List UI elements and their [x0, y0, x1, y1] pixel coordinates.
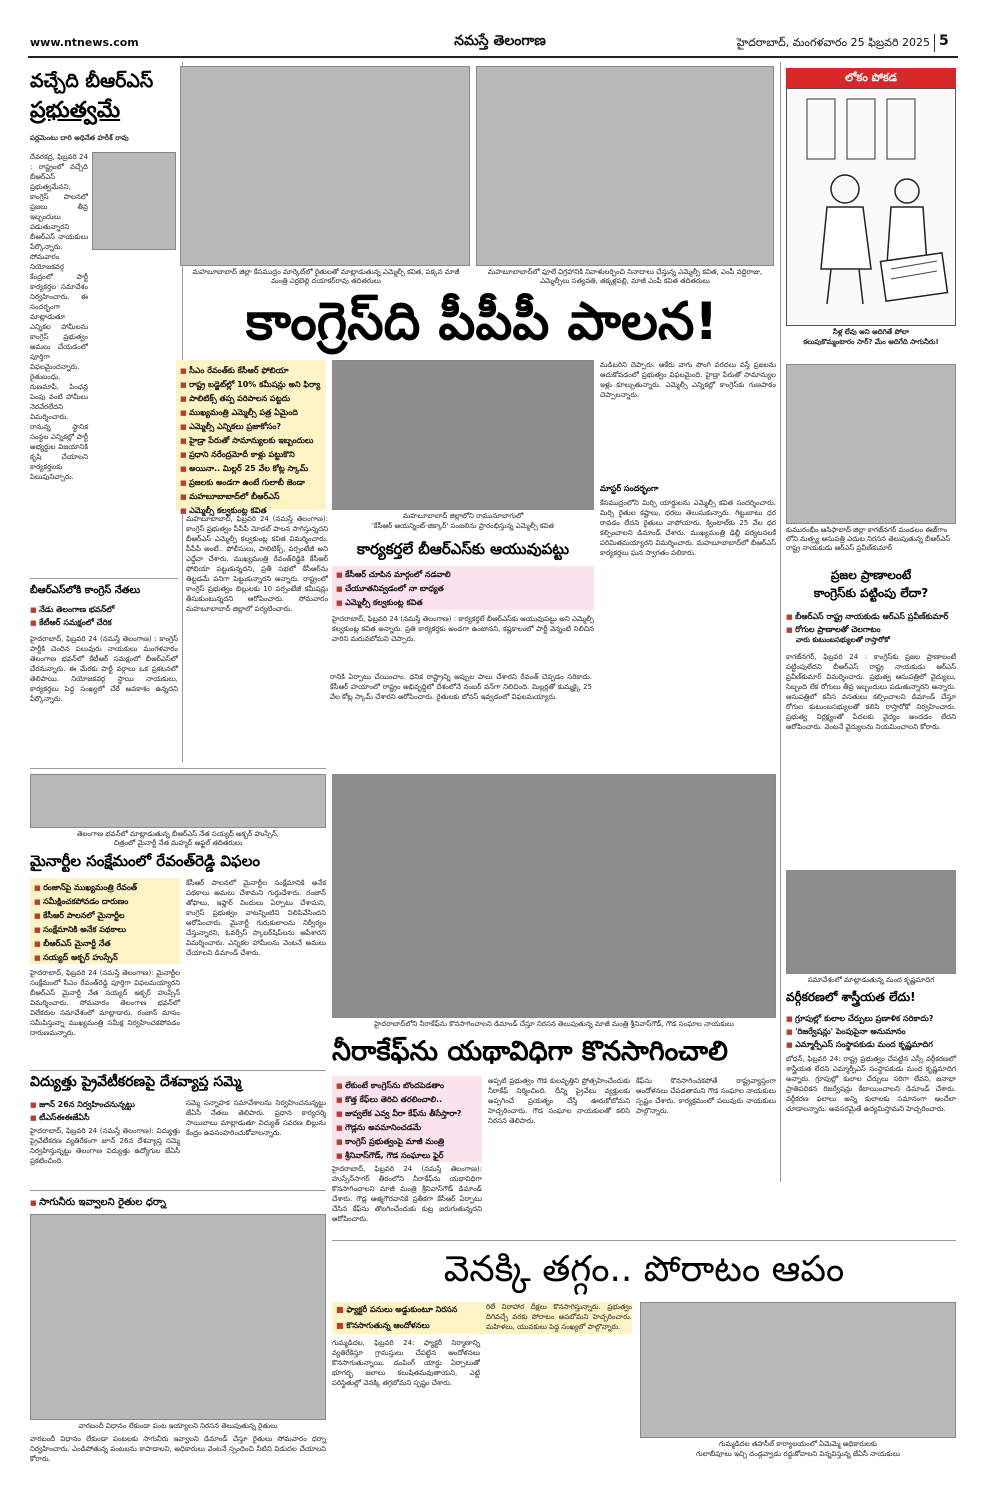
right-story-2-bullet-2: ■ 'రిజర్వేషన్లు' పెంపుపైనా అనుమానం	[786, 1025, 956, 1038]
dharna-rule	[30, 1190, 326, 1191]
left-top-portrait	[92, 152, 176, 250]
minority-bullet: ■ సంక్షేమానికి అనేక పథకాలు	[34, 923, 176, 937]
neera-body-1: హైదరాబాద్‌, ఫిబ్రవరి 24 (నమస్తే తెలంగాణ): హుస్సేన్‌సాగర్‌ తీరంలోని నీరాకేఫ్‌ను యథావిధిగా కొనసాగించాలని మాజీ మంత్రి శ్రీనివాస్‌గౌడ్‌ డిమాండ్‌ చేశారు. గౌడ్ల ఆత్మగౌరవానికి ప్రతీకగా కేసీఆర్‌ ఏర్పాటు చేసిన కేఫ్‌ను తొలగించేందుకు కుట్ర జరుగుతున్నదని ఆరోపించారు.	[332, 1165, 482, 1223]
minority-body-1: హైదరాబాద్‌, ఫిబ్రవరి 24 (నమస్తే తెలంగాణ): మైనార్టీల సంక్షేమంలో సీఎం రేవంత్‌రెడ్డి పూర్తిగా విఫలమయ్యారని బీఆర్‌ఎస్‌ మైనార్టీ నేత సయ్యద్‌ అక్బర్‌ హుస్సేన్‌ విమర్శించారు. సోమవారం తెలంగాణ భవన్‌లో విలేకరుల సమావేశంలో మాట్లాడారు. రంజాన్‌ మాసం సమీపిస్తున్నా ముఖ్యమంత్రి సమీక్ష నిర్వహించకపోవడం దారుణమన్నారు.	[30, 969, 180, 1037]
neera-body-2: అప్పటి ప్రభుత్వం గౌడ కులవృత్తిని ప్రోత్సహించేందుకు నీరాకేఫ్‌ నిర్మించింది. దీన్ని ప్రైవేటు వ్యక్తులకు అప్పగించే ప్రయత్నం చేస్తే ఊరుకోబోమని హెచ్చరించారు. గౌడ సంఘాల నాయకులతో కలిసి నిరసన తెలిపారు.	[488, 1077, 630, 1125]
right-story-2-body: బోధన్‌, ఫిబ్రవరి 24: రాష్ట్ర ప్రభుత్వం చేపట్టిన ఎస్సీ వర్గీకరణలో శాస్త్రీయత లేదని ఎమ్మార్పీఎస్‌ సంస్థాపకుడు మంద కృష్ణమాదిగ అన్నారు. గ్రూపుల్లో కులాల చేర్పులు సరిగా లేవని, జనాభా ప్రాతిపదికన రిజర్వేషన్లు కేటాయించాలని డిమాండ్‌ చేశారు. వర్గీకరణ ఫలాలు అన్ని కులాలకు సమానంగా అందేలా చూడాలన్నారు. అవసరమైతే ఉద్యమిస్తామని హెచ్చరించారు.	[786, 1055, 956, 1113]
right-photo-2-caption: సమావేశంలో మాట్లాడుతున్న మంద కృష్ణమాదిగ	[807, 976, 935, 984]
main-body-right: మడిబరిని చెప్పారు. ఆకేరు వాగు పొంగి వరదలు వస్తే ప్రజలను ఆదుకోవడంలో ప్రభుత్వం విఫలమైంది. హైడ్రా పేరుతో సామాన్యుల ఇళ్లు కూల్చుతున్నారు. ఎమ్మెల్సీ ఎన్నికల్లో కాంగ్రెస్‌కు గుణపాఠం చెప్పాలన్నారు.	[600, 361, 776, 399]
main-headline: కాంగ్రెస్‌ది పీపీపీ పాలన!	[245, 292, 719, 352]
bottom-bullet-2: ■ కొనసాగుతున్న ఆందోళనలు	[332, 1318, 632, 1334]
bottom-bullet-1: ■ ఫ్యాక్టరీ పనులు అడ్డుకుంటూ నిరసన	[332, 1302, 632, 1318]
neera-bullet: ■ లేకుంటే కాంగ్రెస్‌ను బొందపెడతాం	[336, 1079, 478, 1093]
main-sub-label: మాస్టర్‌ సందర్భంగా	[600, 484, 659, 493]
neera-bullet: ■ కొత్త కేఫ్‌లు తెరిచి తరలించాలి..	[336, 1093, 478, 1107]
main-photo	[332, 360, 594, 510]
power-bullet-1: ■ జూన్‌ 26న నిర్వహించనున్నట్టు	[30, 1098, 180, 1111]
minority-bullet: ■ కేసీఆర్‌ పాలనలో మైనార్టీల	[34, 909, 176, 923]
cartoon-tag: లోకం పోకడ	[786, 68, 956, 88]
dharna-photo	[30, 1214, 326, 1420]
left-mid-bullet-2: ■ కేటీఆర్‌ సమక్షంలో చేరిక	[30, 616, 178, 629]
neera-photo	[332, 774, 776, 1018]
main-bullet: ■ హైడ్రా పేరుతో సామాన్యులకు ఇబ్బందులు	[180, 434, 322, 448]
main-bullet: ■ ముఖ్యమంత్రి ఎమ్మెల్సీ పత్ర ఏమైంది	[180, 406, 322, 420]
main-bullet: ■ ప్రజలకు అండగా ఉంటే గులాబీ జెండా	[180, 476, 322, 490]
power-rule	[30, 1070, 326, 1071]
right-photo-1-caption: కుమురంభీం ఆసిఫాబాద్‌ జిల్లా కాగజ్‌నగర్‌ మండలం ఈజ్‌గాం లోని మత్స్య ఆసుపత్రి ఎదుట నిరసన తెలుపుతున్న బీఆర్‌ఎస్‌ రాష్ట్ర నాయకుడు ఆర్‌ఎస్‌ ప్రవీణ్‌కుమార్‌	[786, 526, 951, 552]
top-photo-1-caption: మహబూబాబాద్‌ జిల్లా కేసముద్రం మార్కెట్‌లో రైతులతో మాట్లాడుతున్న ఎమ్మెల్సీ కవిత, పక్కన మాజీ మంత్రి ఎర్రబెల్లి దయాకర్‌రావు తదితరులు	[192, 268, 460, 285]
power-body-2: సమ్మె సన్నాహక సమావేశాలను నిర్వహించనున్నట్టు జేఏసీ నేతలు తెలిపారు. ప్రధాన కార్యదర్శి సాయిబాబు మాట్లాడుతూ విద్యుత్‌ సవరణ బిల్లును కేంద్రం ఉపసంహరించుకోవాలన్నారు.	[186, 1099, 326, 1137]
top-photo-1	[180, 66, 470, 266]
dharna-headline: ■ సాగునీరు ఇవ్వాలని రైతుల ధర్నా	[30, 1196, 326, 1210]
left-mid-headline: బీఆర్‌ఎస్‌లోకి కాంగ్రెస్‌ నేతలు	[30, 585, 141, 596]
neera-bullet: ■ కాంగ్రెస్‌ ప్రభుత్వంపై మాజీ మంత్రి	[336, 1135, 478, 1149]
minority-photo-caption-2: చిత్రంలో మైనార్టీ నేత మహ్మద్‌ అఫ్జల్‌ తదితరులు	[113, 839, 243, 847]
bottom-body-2: రిలే నిరాహార దీక్షలు కొనసాగిస్తున్నారు. ప్రభుత్వం దిగివచ్చే వరకు పోరాటం ఆపబోమని హెచ్చరించారు. మహిళలు, యువకులు పెద్ద సంఖ్యలో పాల్గొన్నారు.	[486, 1303, 632, 1331]
left-mid-rule	[30, 578, 178, 579]
power-body-1: హైదరాబాద్‌, ఫిబ్రవరి 24 (నమస్తే తెలంగాణ): విద్యుత్తు ప్రైవేటీకరణ వ్యతిరేకంగా జూన్‌ 26న దేశవ్యాప్త సమ్మె నిర్వహిస్తున్నట్టు తెలంగాణ విద్యుత్తు ఉద్యోగుల జేఏసీ ప్రకటించింది.	[30, 1127, 180, 1165]
dharna-body: వారబందీ విధానం లేకుండా పంటలకు సాగునీరు ఇవ్వాలని డిమాండ్‌ చేస్తూ రైతులు సోమవారం ధర్నా నిర్వహించారు. ఎండిపోతున్న పంటలను కాపాడాలని, అధికారులు వెంటనే స్పందించి నీటిని విడుదల చేయాలని కోరారు.	[30, 1435, 326, 1463]
bottom-photo-caption-2: గులాబీపూలు ఇచ్చి దండ్గవ్వాడు రద్దుకోవాలని విన్నవిస్తున్న జేఏసీ నాయకులు	[696, 1450, 900, 1458]
top-photo-2-caption: మహబూబాబాద్‌లో ఫూలే విగ్రహానికి నివాళులర్పించి నినాదాలు చేస్తున్న ఎమ్మెల్సీ కవిత, ఎంపీ వద్దిరాజు, ఎమ్మెల్సీలు సత్యవతి, తక్కళ్లపల్లి, మాజీ ఎంపీ కవిత తదితరులు	[487, 268, 763, 285]
minority-photo-caption-1: తెలంగాణ భవన్‌లో మాట్లాడుతున్న బీఆర్‌ఎస్‌ నేత సయ్యద్‌ అక్బర్‌ హుస్సేన్‌,	[77, 830, 279, 838]
cartoon-drawing	[787, 89, 955, 325]
workers-bullet: ■ కేసీఆర్‌ చూపిన మార్గంలో నడవాలి	[336, 568, 590, 582]
right-photo-1	[786, 364, 956, 524]
dharna-caption: వారబందీ విధానం లేకుండా పంట ఇయ్యాలని నిరసన తెలుపుతున్న రైతులు	[78, 1422, 278, 1430]
workers-body: హైదరాబాద్‌, ఫిబ్రవరి 24 (నమస్తే తెలంగాణ) : కార్యకర్తలే బీఆర్‌ఎస్‌కు ఆయువుపట్టు అని ఎమ్మెల్సీ కల్వకుంట్ల కవిత అన్నారు. ప్రతి కార్యకర్తకు అండగా ఉంటానని, కష్టకాలంలో పార్టీ వెన్నంటి నిలిచిన వారిని మరువబోమని చెప్పారు.	[332, 615, 594, 643]
neera-bullets-box	[332, 1076, 482, 1162]
main-photo-caption-2: 'కేసీఆర్‌ ఆయన్నింట్‌-జిక్కార్‌' సంజలిను ప్రారంభిస్తున్న ఎమ్మెల్సీ కవిత	[372, 522, 554, 530]
main-bullet: ■ ఎమ్మెల్సీ ఎన్నికలు ప్రజాకోసం?	[180, 420, 322, 434]
right-story-1-bullet-1: ■ బీఆర్‌ఎస్‌ రాష్ట్ర నాయకుడు ఆర్‌ఎస్‌ ప్రవీణ్‌కుమార్‌	[786, 610, 956, 623]
neera-bullet: ■ జువ్వలేక ఎవ్వ వీరా కేఫ్‌ను తీసేస్తారా?	[336, 1107, 478, 1121]
workers-bullets-box	[332, 566, 594, 610]
left-top-kicker: పర్లమెంటు దారి అధినేత హరీశ్‌ రావు	[30, 134, 129, 142]
dateline: హైదరాబాద్‌, మంగళవారం 25 ఫిబ్రవరి 2025	[736, 36, 930, 49]
top-photo-2	[476, 66, 774, 266]
neera-photo-caption: హైదరాబాద్‌లోని నీరాకేఫ్‌ను కొనసాగించాలని డిమాండ్‌ చేస్తూ నిరసన తెలుపుతున్న మాజీ మంత్రి శ్రీనివాస్‌గౌడ్‌, గౌడ సంఘాల నాయకులు	[374, 1020, 734, 1028]
main-photo-caption-1: మహబూబాబాద్‌ జిల్లాలోని రామునూబాగులో	[402, 512, 524, 520]
cartoon-caption-1: నీళ్ల లేవు అని ఆదిగితే పోలా	[832, 328, 910, 336]
right-story-1-bullet-tail: వారు కుటుంబసభ్యులతో రాస్తారోకో	[796, 636, 890, 644]
workers-bullet: ■ చేయూతనివ్వడంలో నా బాధ్యత	[336, 582, 590, 596]
left-top-headline-2: ప్రభుత్వమే	[30, 98, 121, 123]
main-bullet: ■ పాలిటిక్స్‌ తప్ప పరిపాలన పట్టదు	[180, 392, 322, 406]
main-body-right-2: కేసముద్రంలోని మిర్చి యార్డులను ఎమ్మెల్సీ కవిత సందర్శించారు. మిర్చి రైతుల కష్టాలు, ధరలు తెలుసుకున్నారు. గిట్టుబాటు ధర రావడం లేదని రైతులు వాపోయారు. క్వింటాల్‌కు 25 వేల ధర కల్పించాలని డిమాండ్‌ చేశారు. ముఖ్యమంత్రి ఢిల్లీ పర్యటనలకే పరిమితమయ్యారని విమర్శించారు. మహబూబాబాద్‌లో బీఆర్‌ఎస్‌ కార్యకర్తలు ఘన స్వాగతం పలికారు.	[600, 499, 776, 557]
left-top-headline-1: వచ్చేది బీఆర్‌ఎస్‌	[30, 70, 154, 92]
left-lower-rule	[30, 768, 326, 769]
main-bullet: ■ రాష్ట్ర బడ్జెట్‌ల్లో 10% కమీషన్లు అని ఫిర్యా	[180, 378, 322, 392]
main-body-mid: రానికి ఏర్పాటు చేయించాం. ధనిక రాష్ట్రాన్ని అప్పుల పాలు చేశారని రేవంత్‌ చెప్పడం సరికాదు. కేసీఆర్‌ హయాంలో రాష్ట్రం అభివృద్ధిలో దేశంలోనే నంబర్‌ వన్‌గా నిలిచింది. మిల్లర్లతో కుమ్మక్కై 25 వేల కోట్ల స్కామ్‌ చేశారని ఆరోపించారు. రైతులకు బోనస్‌ ఇవ్వడంలో విఫలమయ్యారు.	[330, 673, 592, 701]
left-top-body-cont	[30, 254, 178, 572]
left-mid-bullet-1: ■ నేడు తెలంగాణ భవన్‌లో	[30, 603, 178, 616]
minority-bullet: ■ సయ్యద్‌ అక్బర్‌ హుస్సేన్‌	[34, 951, 176, 965]
bottom-rule	[332, 1240, 956, 1241]
main-bullet: ■ అయినా.. మిల్లర్‌ 25 వేల కోట్ల స్కామ్‌	[180, 462, 322, 476]
right-photo-2	[786, 870, 956, 974]
main-bullet: ■ ప్రధాని నరేంద్రమోదీ కాళ్లు పట్టుకొని	[180, 448, 322, 462]
right-story-1-body: కాగజ్‌నగర్‌, ఫిబ్రవరి 24 : కాంగ్రెస్‌కు ప్రజల ప్రాణాలంటే పట్టింపులేదని బీఆర్‌ఎస్‌ రాష్ట్ర నాయకుడు ఆర్‌ఎస్‌ ప్రవీణ్‌కుమార్‌ విమర్శించారు. ప్రభుత్వ ఆసుపత్రిలో వైద్యులు, సిబ్బంది లేక రోగులు తీవ్ర ఇబ్బందులు పడుతున్నారని అన్నారు. ఆసుపత్రిలో కనీస వసతులు కల్పించాలని డిమాండ్‌ చేస్తూ రోగుల కుటుంబసభ్యులతో కలిసి రాస్తారోకో నిర్వహించారు. ప్రభుత్వ నిర్లక్ష్యంతో పేదలకు వైద్యం అందడం లేదని ఆరోపించారు. వెంటనే వైద్యులను నియమించాలని కోరారు.	[786, 653, 956, 731]
minority-bullet: ■ రంజాన్‌పై ముఖ్యమంత్రి రేవంత్‌	[34, 881, 176, 895]
power-bullet-2: ■ టీఎస్‌ఈఈజేఏసీ	[30, 1111, 180, 1124]
neera-headline: నీరాకేఫ్‌ను యథావిధిగా కొనసాగించాలి	[332, 1036, 728, 1067]
workers-bullet: ■ ఎమ్మెల్సీ కల్వకుంట్ల కవిత	[336, 596, 590, 610]
main-bullet: ■ మహబూబాబాద్‌లో బీఆర్‌ఎస్‌	[180, 490, 322, 504]
left-top-body: దేవరకద్ర, ఫిబ్రవరి 24 : రాష్ట్రంలో వచ్చేది బీఆర్‌ఎస్‌ ప్రభుత్వమేనని, కాంగ్రెస్‌ పాలనలో ప్రజలు తీవ్ర ఇబ్బందులు పడుతున్నారని బీఆర్‌ఎస్‌ నాయకులు పేర్కొన్నారు. సోమవారం నియోజకవర్గ కేంద్రంలో పార్టీ కార్యకర్తల సమావేశం నిర్వహించారు. ఈ సందర్భంగా మాట్లాడుతూ ఎన్నికల హామీలను కాంగ్రెస్‌ ప్రభుత్వం అమలు చేయడంలో పూర్తిగా విఫలమైందన్నారు. రైతుబంధు, రుణమాఫీ, పింఛన్ల పెంపు వంటి హామీలు నెరవేరలేదని విమర్శించారు. రానున్న స్థానిక సంస్థల ఎన్నికల్లో పార్టీ అభ్యర్థుల విజయానికి కృషి చేయాలని కార్యకర్తలకు పిలుపునిచ్చారు.	[30, 153, 88, 481]
main-bullets-box	[176, 360, 326, 515]
workers-headline: కార్యకర్తలే బీఆర్‌ఎస్‌కు ఆయువుపట్టు	[356, 540, 570, 558]
right-story-2-bullet-3: ■ ఎమ్మార్పీఎస్‌ సంస్థాపకుడు మంద కృష్ణమాదిగ	[786, 1038, 956, 1051]
main-bullet: ■ ఎమ్మెల్సీ కల్వకుంట్ల కవిత	[180, 504, 322, 518]
masthead: నమస్తే తెలంగాణ	[454, 33, 546, 49]
right-story-2-headline: వర్గీకరణలో శాస్త్రీయత లేదు!	[786, 990, 916, 1004]
minority-bullets-box	[30, 878, 180, 964]
page-number: 5	[939, 33, 949, 49]
bottom-photo	[640, 1302, 956, 1438]
right-col-divider	[780, 62, 781, 1182]
bottom-photo-caption-1: గుమ్మడిదల తహసీల్‌ కార్యాలయంలో ఏమెమ్మె అధికారులకు	[718, 1440, 878, 1448]
right-story-1-bullet-2: ■ రోగుల ప్రాణాలతో చెలగాటం	[786, 623, 956, 636]
right-story-1-headline-2: కాంగ్రెస్‌కు పట్టింపు లేదా?	[813, 586, 929, 600]
right-story-2-bullet-1: ■ గ్రూపుల్లో కులాల చేర్పులు ప్రణాళిక సరికాదు?	[786, 1012, 956, 1025]
bottom-body-1: గుమ్మడిదల, ఫిబ్రవరి 24: ఫ్యాక్టరీ నిర్మాణాన్ని వ్యతిరేకిస్తూ గ్రామస్తులు చేపట్టిన ఆందోళనలు కొనసాగుతున్నాయి. డంపింగ్‌ యార్డు ఏర్పాటుతో భూగర్భ జలాలు కలుషితమవుతాయని, ఎట్టి పరిస్థితుల్లో వెనక్కి తగ్గబోమని స్పష్టం చేశారు.	[332, 1339, 480, 1387]
minority-body-2: కేసీఆర్‌ పాలనలో మైనార్టీల సంక్షేమానికి అనేక పథకాలు అమలు చేశామని గుర్తుచేశారు. రంజాన్‌ తోఫాలు, ఇఫ్తార్‌ విందులు ఏర్పాటు చేశామని, కాంగ్రెస్‌ ప్రభుత్వం వాటన్నింటిని నిలిపివేసిందని ఆరోపించారు. మైనార్టీ గురుకులాలను నిర్వీర్యం చేస్తున్నారని, ఓవర్సీస్‌ స్కాలర్‌షిప్‌లను ఆపేశారని విమర్శించారు. ఎన్నికల హామీలను వెంటనే అమలు చేయాలని డిమాండ్‌ చేశారు.	[186, 879, 326, 957]
site-url[interactable]: www.ntnews.com	[30, 36, 139, 49]
header-rule	[28, 56, 958, 58]
minority-headline: మైనార్టీల సంక్షేమంలో రేవంత్‌రెడ్డి విఫలం	[30, 852, 260, 870]
neera-bullet: ■ శ్రీనివాస్‌గౌడ్‌, గౌడ సంఘాలు ఫైర్‌	[336, 1149, 478, 1163]
header-divider	[934, 34, 935, 52]
bottom-headline: వెనక్కి తగ్గం.. పోరాటం ఆపం	[443, 1249, 845, 1290]
minority-bullet: ■ సమీక్షించకపోవడం దారుణం	[34, 895, 176, 909]
power-headline: విద్యుత్తు ప్రైవేటీకరణపై దేశవ్యాప్త సమ్మె	[30, 1074, 242, 1090]
neera-bullet: ■ గౌడ్లను అవమానించడమే	[336, 1121, 478, 1135]
minority-bullet: ■ బీఆర్‌ఎస్‌ మైనార్టీ నేత	[34, 937, 176, 951]
main-bullet: ■ సీఎం రేవంత్‌కు కేసీఆర్‌ ఫోబియా	[180, 364, 322, 378]
minority-photo	[30, 774, 326, 828]
cartoon-panel	[786, 88, 956, 326]
cartoon-caption-2: కలుపుకొమ్మంటారం సార్‌? మేం ఆదిగేది సాగునీరు!	[803, 338, 939, 346]
left-mid-body: హైదరాబాద్‌, ఫిబ్రవరి 24 (నమస్తే తెలంగాణ) : కాంగ్రెస్‌ పార్టీకి చెందిన పలువురు నాయకులు మంగళవారం తెలంగాణ భవన్‌లో కేటీఆర్‌ సమక్షంలో బీఆర్‌ఎస్‌లో చేరనున్నారు. ఈ మేరకు పార్టీ వర్గాలు ఒక ప్రకటనలో తెలిపాయి. నియోజకవర్గ స్థాయి నాయకులు, కార్యకర్తలు పెద్ద సంఖ్యలో చేరే అవకాశం ఉన్నదని పేర్కొన్నారు.	[30, 635, 178, 703]
neera-body-3: కేఫ్‌ను కొనసాగించకపోతే రాష్ట్రవ్యాప్తంగా ఆందోళనలు చేపడతామని గౌడ సంఘాల నాయకులు స్పష్టం చేశారు. కార్యక్రమంలో పలువురు నాయకులు పాల్గొన్నారు.	[636, 1077, 776, 1115]
main-body-left: మహబూబాబాద్‌, ఫిబ్రవరి 24 (నమస్తే తెలంగాణ): కాంగ్రెస్‌ ప్రభుత్వం పీపీపీ మోడల్‌ పాలన సాగిస్తున్నదని బీఆర్‌ఎస్‌ ఎమ్మెల్సీ కల్వకుంట్ల కవిత విమర్శించారు. పీపీపీ అంటే.. పోలీసులు, పాలిటిక్స్‌, పర్సంటేజీ అని ఎద్దేవా చేశారు. ముఖ్యమంత్రి రేవంత్‌రెడ్డికి కేసీఆర్‌ ఫోబియా పట్టుకున్నదని, ప్రతీ సభలో కేసీఆర్‌ను తిట్టడమే పనిగా పెట్టుకున్నారని అన్నారు. రాష్ట్రంలో కాంగ్రెస్‌ ప్రభుత్వం బిల్లులకు 10 పర్సంటేజీ కమీషన్లు తీసుకుంటున్నదని ఆరోపించారు. సోమవారం మహబూబాబాద్‌ జిల్లాలో పర్యటించారు.	[186, 515, 328, 613]
right-story-1-headline-1: ప్రజల ప్రాణాలంటే	[830, 568, 912, 582]
